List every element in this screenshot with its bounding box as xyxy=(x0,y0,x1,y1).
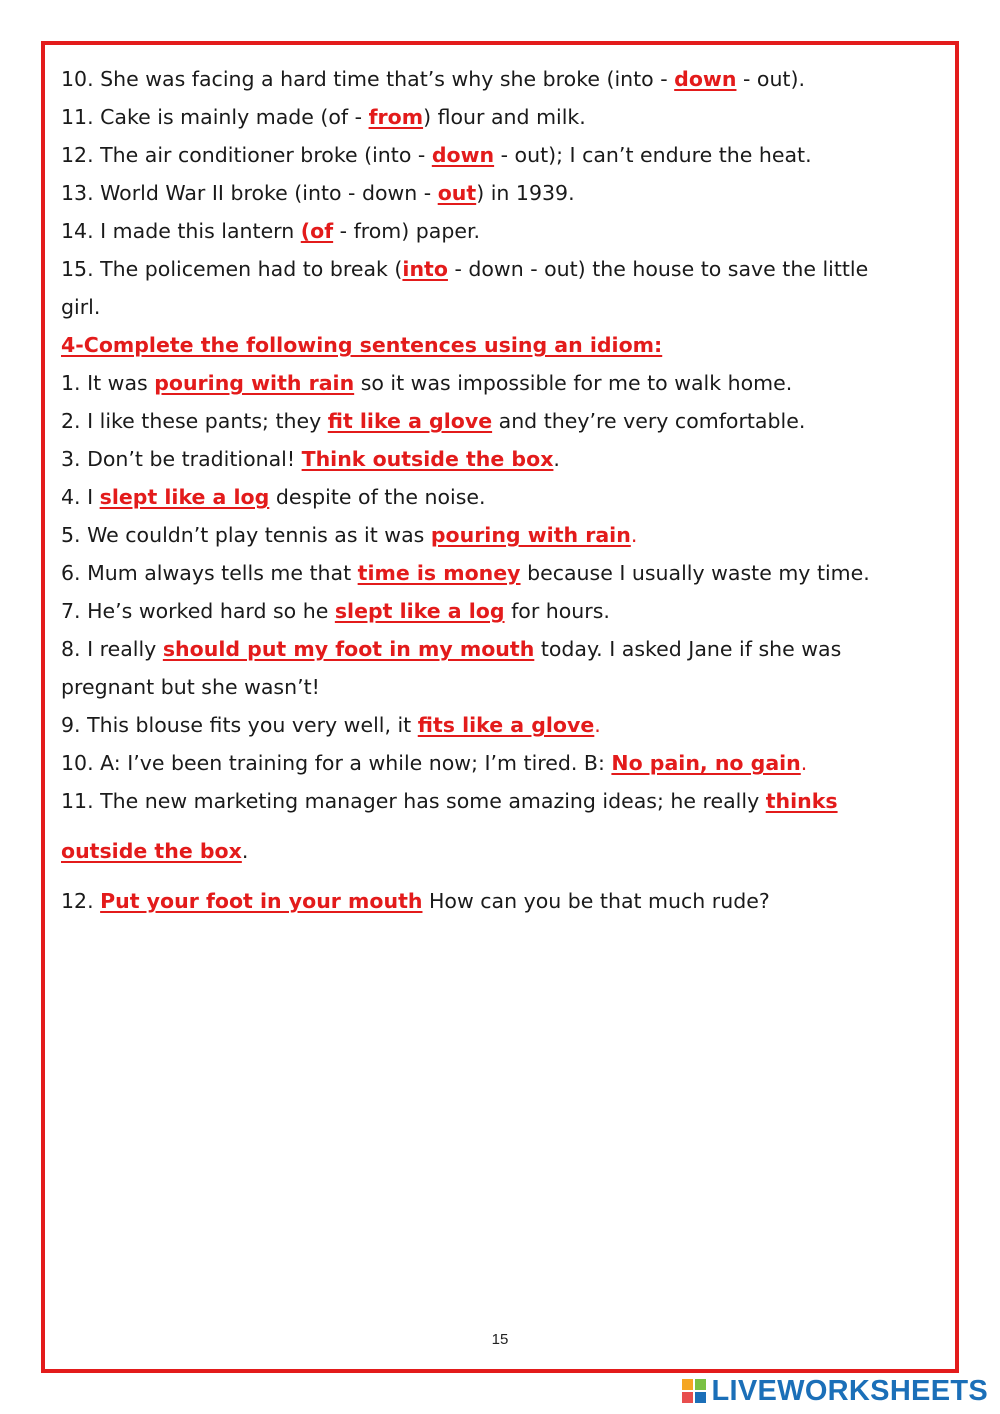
answer: slept like a log xyxy=(99,485,270,509)
brand-name: LIVEWORKSHEETS xyxy=(711,1374,988,1407)
answer: fit like a glove xyxy=(327,409,493,433)
sentence-line: 11. The new marketing manager has some amazing ideas; he really thinks xyxy=(61,789,838,813)
sentence-line: 6. Mum always tells me that time is money because I usually waste my time. xyxy=(61,561,870,585)
answer: should put my foot in my mouth xyxy=(162,637,535,661)
sentence-line: 8. I really should put my foot in my mouth today. I asked Jane if she was xyxy=(61,637,842,661)
sentence-line: 2. I like these pants; they fit like a glove and they’re very comfortable. xyxy=(61,409,806,433)
sentence-line-continued: girl. xyxy=(61,295,101,319)
answer: from xyxy=(368,105,424,129)
answer: slept like a log xyxy=(334,599,505,623)
sentence-line: 10. She was facing a hard time that’s why she broke (into - down - out). xyxy=(61,67,805,91)
answer: No pain, no gain xyxy=(611,751,801,775)
worksheet-content xyxy=(61,60,921,920)
sentence-line: 3. Don’t be traditional! Think outside the box. xyxy=(61,447,560,471)
page-number: 15 xyxy=(491,1331,509,1348)
answer: pouring with rain xyxy=(430,523,631,547)
answer: outside the box xyxy=(61,839,242,863)
answer: down xyxy=(674,67,737,91)
sentence-line: 4. I slept like a log despite of the noise. xyxy=(61,485,486,509)
answer: thinks xyxy=(765,789,838,813)
section-heading: 4-Complete the following sentences using an idiom: xyxy=(61,333,663,357)
sentence-line: 7. He’s worked hard so he slept like a log for hours. xyxy=(61,599,610,623)
answer: pouring with rain xyxy=(154,371,355,395)
answer: Think outside the box xyxy=(301,447,554,471)
answer: time is money xyxy=(357,561,521,585)
answer: (of xyxy=(300,219,334,243)
sentence-line: 15. The policemen had to break (into - down - out) the house to save the little xyxy=(61,257,869,281)
sentence-line: 11. Cake is mainly made (of - from) flour and milk. xyxy=(61,105,586,129)
sentence-line-continued: pregnant but she wasn’t! xyxy=(61,675,320,699)
sentence-line: 12. The air conditioner broke (into - down - out); I can’t endure the heat. xyxy=(61,143,812,167)
answer: Put your foot in your mouth xyxy=(100,889,423,913)
sentence-line: 9. This blouse fits you very well, it fits like a glove. xyxy=(61,713,601,737)
answer: out xyxy=(437,181,477,205)
sentence-line: 10. A: I’ve been training for a while now; I’m tired. B: No pain, no gain. xyxy=(61,751,808,775)
sentence-line-continued: outside the box. xyxy=(61,839,249,863)
answer: fits like a glove xyxy=(417,713,595,737)
sentence-line: 5. We couldn’t play tennis as it was pouring with rain. xyxy=(61,523,638,547)
spacer xyxy=(61,820,921,832)
sentence-line: 12. Put your foot in your mouth How can you be that much rude? xyxy=(61,889,770,913)
liveworksheets-logo-icon xyxy=(682,1379,706,1403)
answer: into xyxy=(402,257,448,281)
sentence-line: 1. It was pouring with rain so it was impossible for me to walk home. xyxy=(61,371,793,395)
spacer xyxy=(61,870,921,882)
sentence-line: 14. I made this lantern (of - from) paper. xyxy=(61,219,481,243)
brand-watermark[interactable] xyxy=(682,1374,989,1408)
sentence-line: 13. World War II broke (into - down - out) in 1939. xyxy=(61,181,575,205)
answer: down xyxy=(431,143,495,167)
